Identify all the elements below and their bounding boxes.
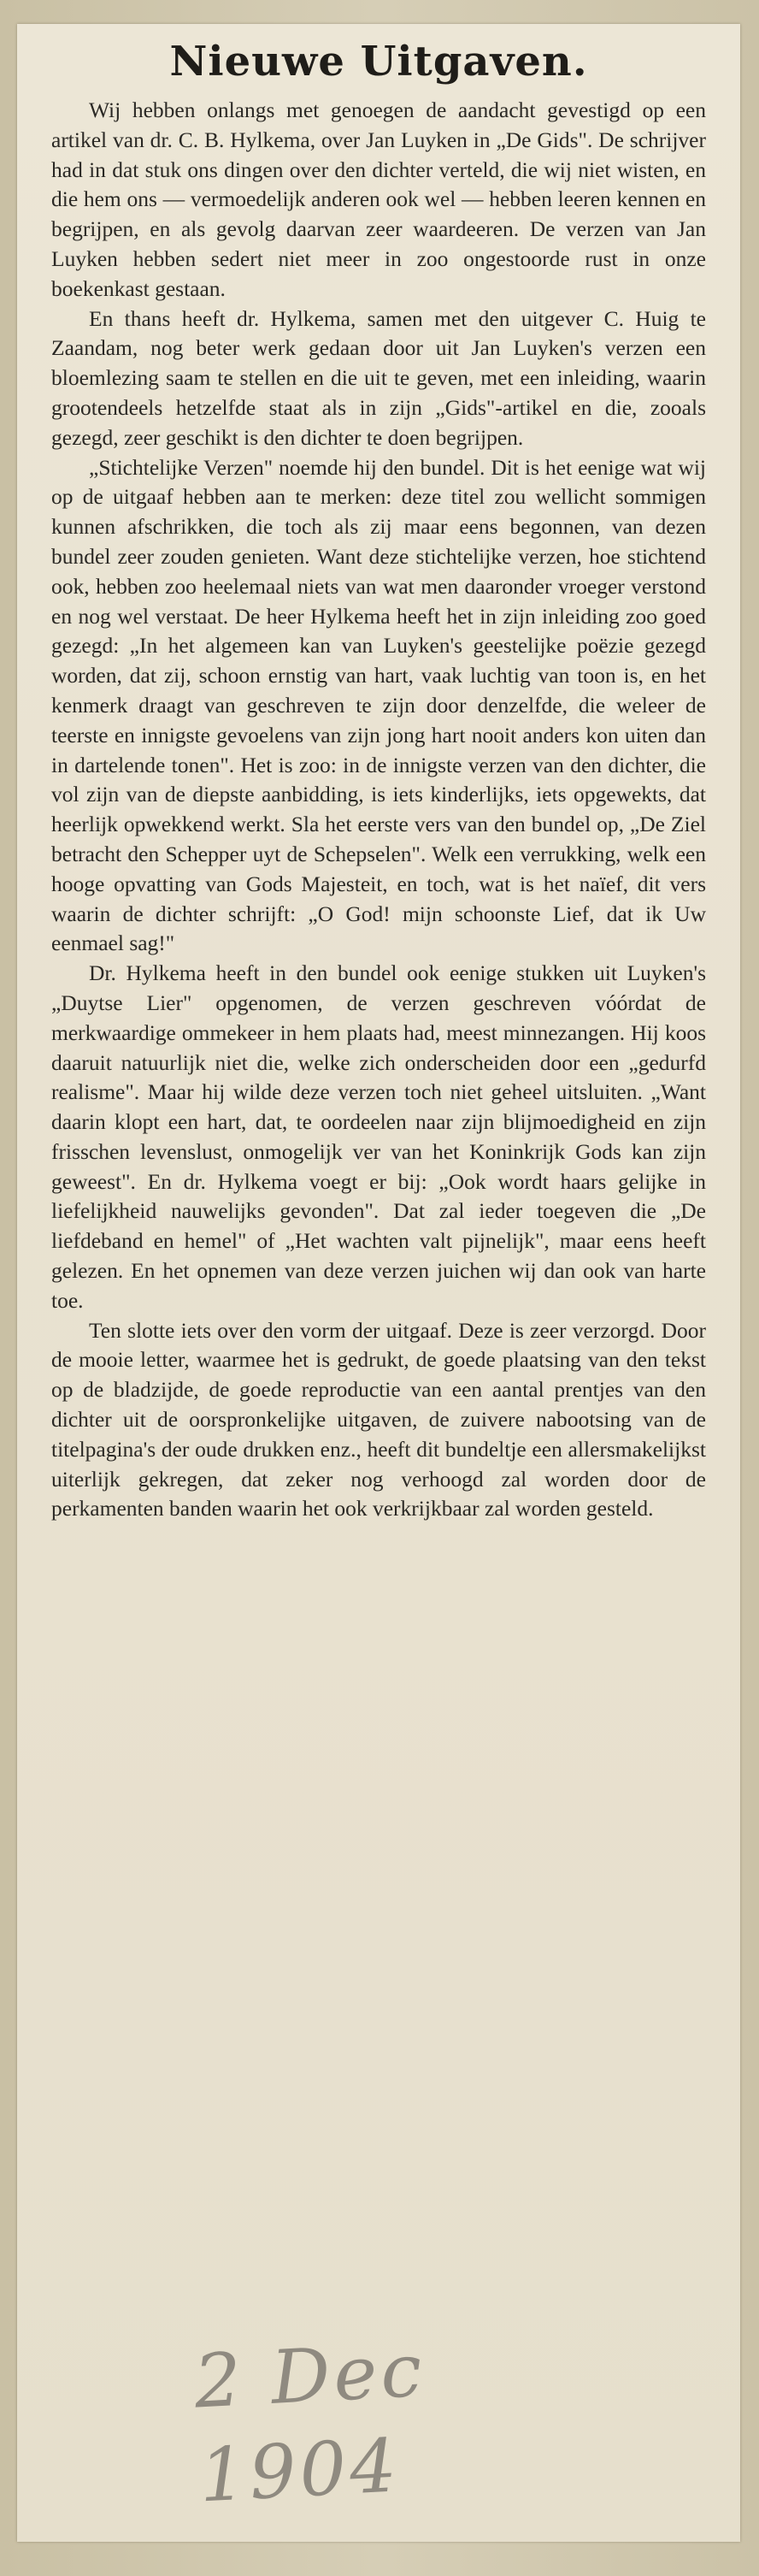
handwritten-date: 2 Dec 1904 <box>191 2327 427 2520</box>
article-paragraph-1: Wij hebben onlangs met genoegen de aandacht gevestigd op een artikel van dr. C. B. Hylkema, over Jan Luyken in „De Gids". De schrijver had in dat stuk ons dingen over den dichter verteld, die wij niet wisten, en die hem ons — vermoedelijk anderen ook wel — hebben leeren kennen en begrijpen, en als gevolg daarvan zeer waardeeren. De verzen van Jan Luyken hebben sedert niet meer in zoo ongestoorde rust in onze boekenkast gestaan. <box>51 97 706 301</box>
article-paragraph-4: Dr. Hylkema heeft in den bundel ook eenige stukken uit Luyken's „Duytse Lier" opgenomen, de verzen geschreven vóórdat de merkwaardige ommekeer in hem plaats had, meest minnezangen. Hij koos daaruit natuurlijk niet die, welke zich onderscheiden door een „gedurfd realisme". Maar hij wilde deze verzen toch niet geheel uitsluiten. „Want daarin klopt een hart, dat, te oordeelen naar zijn blijmoedigheid en zijn frisschen levenslust, onmogelijk ver van het Koninkrijk Gods kan zijn geweest". En dr. Hylkema voegt er bij: „Ook wordt haars gelijke in liefelijkheid nauwelijks gevonden". Dat zal ieder toegeven die „De liefdeband en hemel" of „Het wachten valt pijnelijk", maar eens heeft gelezen. En het opnemen van deze verzen juichen wij dan ook van harte toe. <box>51 960 706 1313</box>
article-body <box>51 96 706 1524</box>
article-paragraph-2: En thans heeft dr. Hylkema, samen met den uitgever C. Huig te Zaandam, nog beter werk gedaan door uit Jan Luyken's verzen een bloemlezing saam te stellen en die uit te geven, met een inleiding, waarin grootendeels hetzelfde staat als in zijn „Gids"-artikel en die, zooals gezegd, zeer geschikt is den dichter te doen begrijpen. <box>51 305 706 450</box>
article-paragraph-5: Ten slotte iets over den vorm der uitgaaf. Deze is zeer verzorgd. Door de mooie letter, waarmee het is gedrukt, de goede plaatsing van den tekst op de bladzijde, de goede reproductie van een aantal prentjes van den dichter uit de oorspronkelijke uitgaven, de zuivere nabootsing van de titelpagina's der oude drukken enz., heeft dit bundeltje een allersmakelijkst uiterlijk gekregen, dat zeker nog verhoogd zal worden door de perkamenten banden waarin het ook verkrijkbaar zal worden gesteld. <box>51 1317 706 1521</box>
newspaper-clipping <box>17 24 740 2542</box>
article-paragraph-3: „Stichtelijke Verzen" noemde hij den bundel. Dit is het eenige wat wij op de uitgaaf hebben aan te merken: deze titel zou wellicht sommigen kunnen afschrikken, die toch als zij maar eens begonnen, van dezen bundel zeer zouden genieten. Want deze stichtelijke verzen, hoe stichtend ook, hebben zoo heelemaal niets van wat men daaronder vroeger verstond en nog wel verstaat. De heer Hylkema heeft het in zijn inleiding zoo goed gezegd: „In het algemeen kan van Luyken's geestelijke poëzie gezegd worden, dat zij, schoon ernstig van hart, vaak luchtig van toon is, en het kenmerk draagt van geschreven te zijn door denzelfde, die weleer de teerste en innigste gevoelens van zijn jong hart nooit anders kon uiten dan in dartelende tonen". Het is zoo: in de innigste verzen van den dichter, die vol zijn van de diepste aanbidding, is iets kinderlijks, iets opgewekts, dat heerlijk opwekkend werkt. Sla het eerste vers van den bundel op, „De Ziel betracht den Schepper uyt de Schepselen". Welk een verrukking, welk een hooge opvatting van Gods Majesteit, en toch, wat is het naïef, dit vers waarin de dichter schrijft: „O God! mijn schoonste Lief, dat ik Uw eenmael sag!" <box>51 454 706 956</box>
article-title: Nieuwe Uitgaven. <box>169 38 588 86</box>
